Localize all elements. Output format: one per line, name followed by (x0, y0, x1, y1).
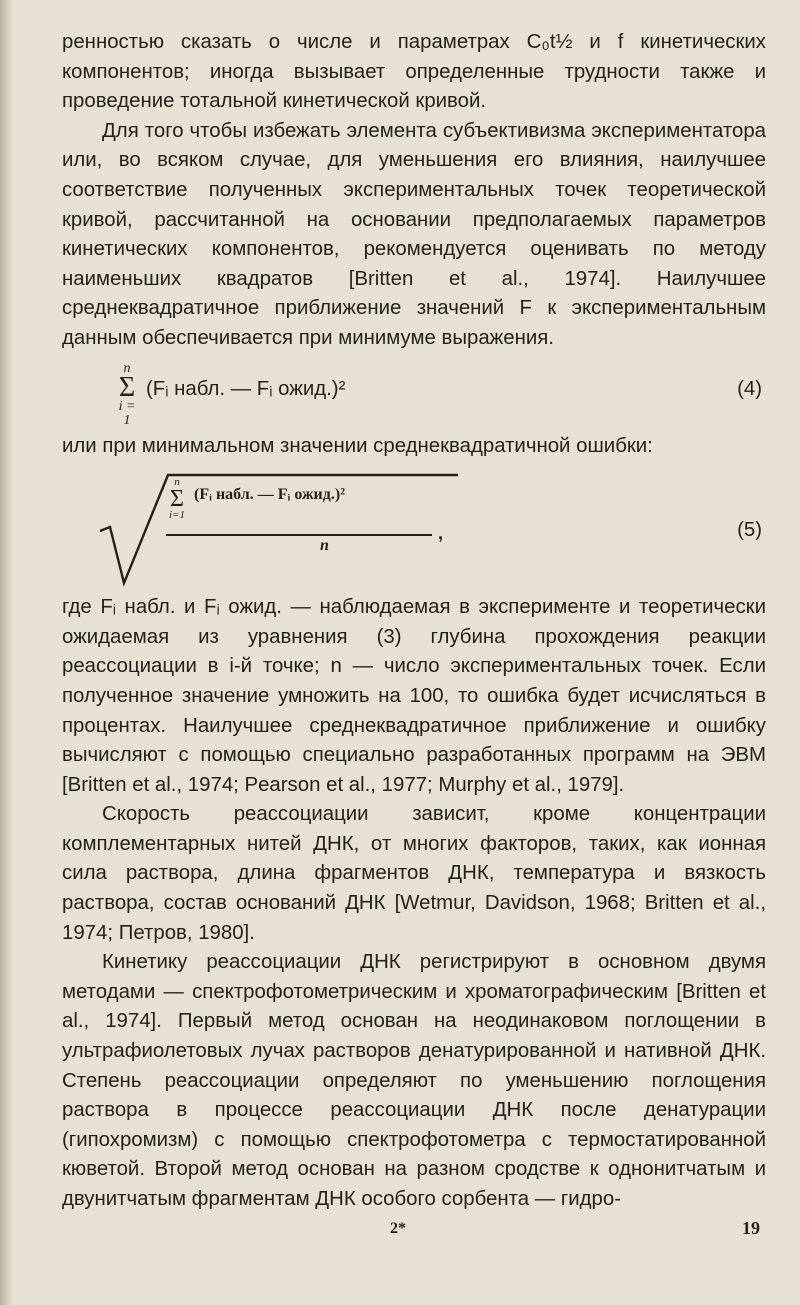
paragraph-3: или при минимальном значении среднеквадратичной ошибки: (62, 434, 653, 457)
page-edge-shadow (0, 0, 14, 1305)
formula-4-expression: (Fᵢ набл. — Fᵢ ожид.)² (146, 377, 346, 400)
paragraph-5: Скорость реассоциации зависит, кроме концентрации комплементарных нитей ДНК, от многих факторов, таких, как ионная сила раствора, длина фрагментов ДНК, температура и вязкость раствора, состав оснований ДНК [Wetmur, Davidson, 1968; Britten et al., 1974; Петров, 1980]. (62, 803, 766, 944)
paragraph-2: Для того чтобы избежать элемента субъективизма экспериментатора или, во всяком случае, для уменьшения его влияния, наилучшее соответствие полученных экспериментальных точек теоретической кривой, рассчитанной на основании предполагаемых параметров кинетических компонентов, рекомендуется оценивать по методу наименьших квадратов [Britten et al., 1974]. Наилучшее среднеквадратичное приближение значений F к экспериментальным данным обеспечивается при минимуме выражения. (62, 119, 766, 349)
signature-mark: 2* (390, 1220, 406, 1237)
formula-5-sum (168, 477, 186, 521)
page-body (62, 28, 766, 1215)
page-number: 19 (742, 1218, 760, 1238)
paragraph-1: ренностью сказать о числе и параметрах C₀t½ и f кинетических компонентов; иногда вызывает определенные трудности также и проведение тотальной кинетической кривой. (62, 31, 766, 113)
formula-5-numerator: (Fᵢ набл. — Fᵢ ожид.)² (194, 486, 345, 504)
formula-4 (62, 362, 766, 426)
formula-5 (62, 467, 766, 587)
paragraph-6: Кинетику реассоциации ДНК регистрируют в основном двумя методами — спектрофотометрическим и хроматографическим [Britten et al., 1974]. Первый метод основан на неодинаковом поглощении в ультрафиолетовых лучах растворов денатурированной и нативной ДНК. Степень реассоциации определяют по уменьшению поглощения раствора в процессе реассоциации ДНК после денатурации (гипохромизм) с помощью спектрофотометра с термостатированной кюветой. Второй метод основан на разном сродстве к однонитчатым и двунитчатым фрагментам ДНК особого сорбента — гидро- (62, 951, 766, 1210)
formula-4-number: (4) (737, 377, 762, 400)
paragraph-4: где Fᵢ набл. и Fᵢ ожид. — наблюдаемая в эксперименте и теоретически ожидаемая из уравнения (3) глубина прохождения реакции реассоциации в i-й точке; n — число экспериментальных точек. Если полученное значение умножить на 100, то ошибка будет исчисляться в процентах. Наилучшее среднеквадратичное приближение и ошибку вычисляют с помощью специально разработанных программ на ЭВМ [Britten et al., 1974; Pearson et al., 1977; Murphy et al., 1979]. (62, 596, 766, 796)
formula-4-sum-lower: i = 1 (118, 398, 136, 428)
formula-5-sum-lower: i=1 (169, 509, 185, 522)
formula-4-sum-upper: n (123, 360, 131, 376)
formula-4-sigma: Σ (118, 371, 136, 403)
formula-5-denominator: n (320, 537, 329, 555)
page-footer (62, 1218, 766, 1244)
formula-5-comma: , (438, 523, 444, 544)
formula-5-number: (5) (737, 519, 762, 542)
formula-5-sum-upper: n (174, 476, 180, 489)
formula-5-sigma: Σ (170, 486, 184, 513)
formula-4-sum (116, 362, 138, 428)
